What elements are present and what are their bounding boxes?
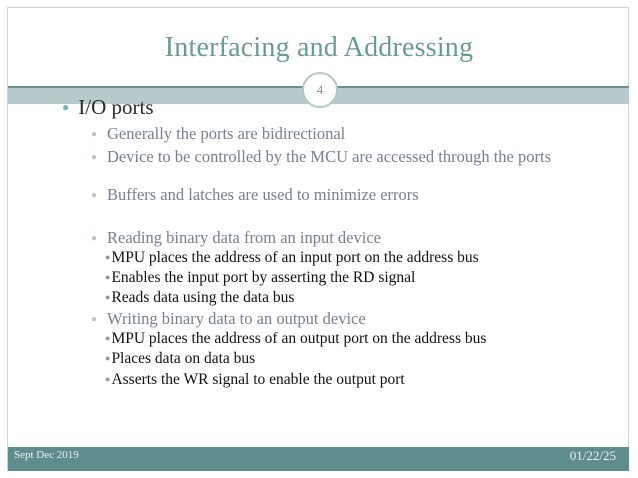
bullet-icon: ● bbox=[91, 129, 98, 140]
list-item: ● Device to be controlled by the MCU are accessed through the ports bbox=[91, 147, 551, 166]
list-item: ●Enables the input port by asserting the RD signal bbox=[105, 269, 416, 286]
bullet-icon: ● bbox=[105, 374, 111, 384]
bullet-icon: ● bbox=[105, 353, 111, 363]
list-item: ●MPU places the address of an input port on the address bus bbox=[105, 249, 479, 266]
bullet-icon: ● bbox=[91, 190, 98, 201]
list-item: ● Buffers and latches are used to minimize errors bbox=[91, 185, 419, 204]
bullet-icon: ● bbox=[91, 152, 98, 163]
bullet-icon: ● bbox=[62, 100, 70, 114]
main-bullet bbox=[62, 95, 154, 120]
bullet-icon: ● bbox=[91, 314, 98, 325]
bullet-icon: ● bbox=[105, 272, 111, 282]
list-item: ●Asserts the WR signal to enable the output port bbox=[105, 371, 405, 388]
footer-left-text: Sept Dec 2019 bbox=[14, 449, 79, 461]
footer-bar bbox=[8, 447, 629, 471]
main-bullet-text: I/O ports bbox=[78, 95, 154, 119]
bullet-icon: ● bbox=[105, 333, 111, 343]
bullet-icon: ● bbox=[105, 252, 111, 262]
bullet-icon: ● bbox=[105, 292, 111, 302]
list-item: ●Places data on data bus bbox=[105, 350, 256, 367]
slide-title: Interfacing and Addressing bbox=[164, 32, 474, 63]
list-item: ● Writing binary data to an output device bbox=[91, 309, 366, 328]
slide-number-badge: 4 bbox=[302, 72, 338, 108]
bullet-icon: ● bbox=[91, 233, 98, 244]
list-item: ●Reads data using the data bus bbox=[105, 289, 295, 306]
list-item: ● Reading binary data from an input device bbox=[91, 228, 381, 247]
footer-date: 01/22/25 bbox=[569, 448, 616, 463]
list-item: ● Generally the ports are bidirectional bbox=[91, 124, 346, 143]
list-item: ●MPU places the address of an output port on the address bus bbox=[105, 330, 487, 347]
